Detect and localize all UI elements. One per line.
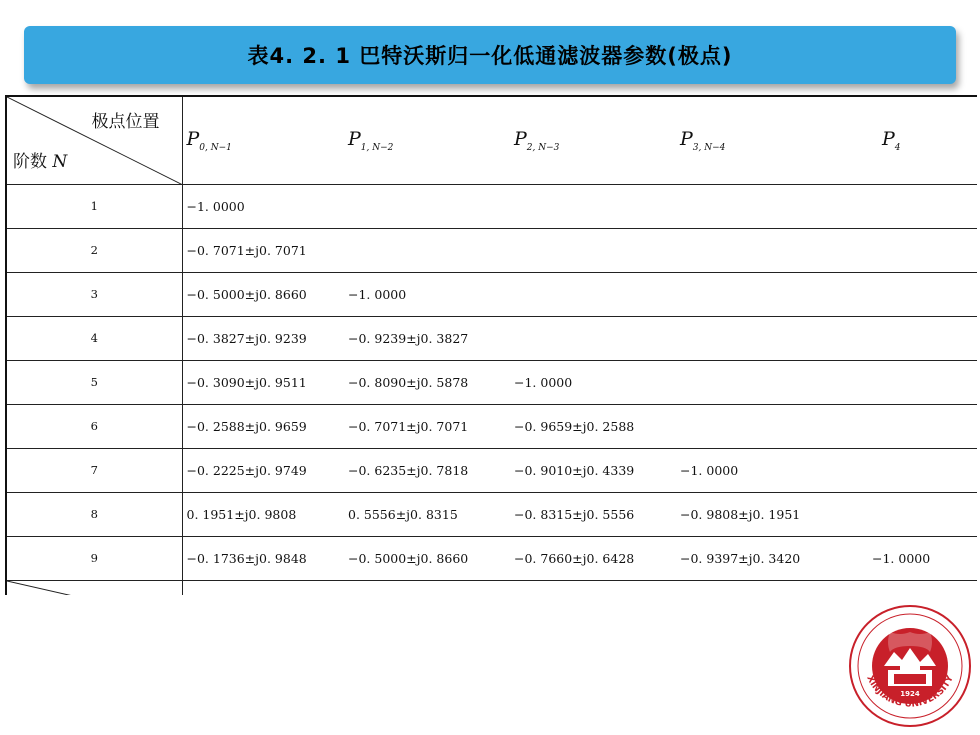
table-row — [6, 404, 977, 448]
pole-cell: −0. 5000±j0. 8660 — [182, 272, 344, 316]
order-cell: 4 — [6, 316, 182, 360]
slide-title-bar — [24, 26, 956, 84]
column-header-p1: $P_{1, N-2}$ — [344, 96, 510, 184]
pole-cell — [676, 316, 842, 360]
empty-cell — [6, 580, 182, 595]
pole-cell — [842, 228, 977, 272]
pole-cell — [676, 404, 842, 448]
order-cell: 2 — [6, 228, 182, 272]
pole-cell — [676, 272, 842, 316]
pole-cell: 0. 1951±j0. 9808 — [182, 492, 344, 536]
pole-cell: −0. 9659±j0. 2588 — [510, 404, 676, 448]
order-cell: 5 — [6, 360, 182, 404]
pole-cell: −0. 3827±j0. 9239 — [182, 316, 344, 360]
table-row — [6, 184, 977, 228]
column-header-p2: $P_{2, N-3}$ — [510, 96, 676, 184]
pole-cell: −0. 9239±j0. 3827 — [344, 316, 510, 360]
pole-cell — [510, 228, 676, 272]
order-cell: 3 — [6, 272, 182, 316]
pole-cell: −0. 7071±j0. 7071 — [344, 404, 510, 448]
pole-cell: −0. 1736±j0. 9848 — [182, 536, 344, 580]
pole-cell: −0. 5000±j0. 8660 — [344, 536, 510, 580]
pole-cell — [842, 404, 977, 448]
pole-cell: −0. 9010±j0. 4339 — [510, 448, 676, 492]
pole-cell — [344, 184, 510, 228]
slide-title: 表4. 2. 1 巴特沃斯归一化低通滤波器参数(极点) — [247, 44, 733, 68]
logo-name: XINJIANG UNIVERSITY — [864, 674, 956, 710]
empty-cell — [676, 580, 842, 595]
pole-cell — [676, 360, 842, 404]
table-row — [6, 360, 977, 404]
empty-cell — [182, 580, 344, 595]
corner-top-label: 极点位置 — [91, 112, 160, 132]
table-header-row — [6, 96, 977, 184]
butterworth-pole-table — [5, 95, 977, 595]
pole-cell — [676, 228, 842, 272]
column-header-p0: $P_{0, N-1}$ — [182, 96, 344, 184]
order-cell: 9 — [6, 536, 182, 580]
empty-cell — [344, 580, 510, 595]
order-cell: 6 — [6, 404, 182, 448]
order-cell: 1 — [6, 184, 182, 228]
logo-year: 1924 — [900, 690, 920, 698]
pole-cell — [510, 184, 676, 228]
pole-cell: −0. 6235±j0. 7818 — [344, 448, 510, 492]
pole-cell: 0. 5556±j0. 8315 — [344, 492, 510, 536]
order-cell: 7 — [6, 448, 182, 492]
pole-cell: −0. 7071±j0. 7071 — [182, 228, 344, 272]
table-row-partial — [6, 580, 977, 595]
pole-cell: −0. 2588±j0. 9659 — [182, 404, 344, 448]
pole-cell: −1. 0000 — [676, 448, 842, 492]
pole-cell: −0. 3090±j0. 9511 — [182, 360, 344, 404]
empty-cell — [842, 580, 977, 595]
pole-cell: −0. 9808±j0. 1951 — [676, 492, 842, 536]
order-cell: 8 — [6, 492, 182, 536]
pole-cell: −0. 7660±j0. 6428 — [510, 536, 676, 580]
pole-cell: −1. 0000 — [510, 360, 676, 404]
pole-cell — [842, 360, 977, 404]
pole-cell — [842, 316, 977, 360]
table-row — [6, 536, 977, 580]
corner-bottom-label: 阶数 N — [13, 151, 68, 172]
pole-cell: −0. 9397±j0. 3420 — [676, 536, 842, 580]
pole-cell — [344, 228, 510, 272]
table-row — [6, 448, 977, 492]
xinjiang-university-logo — [848, 604, 972, 728]
pole-cell — [842, 492, 977, 536]
pole-cell — [510, 272, 676, 316]
pole-cell — [510, 316, 676, 360]
table-row — [6, 272, 977, 316]
pole-cell — [676, 184, 842, 228]
pole-cell: −0. 8090±j0. 5878 — [344, 360, 510, 404]
pole-cell: −0. 8315±j0. 5556 — [510, 492, 676, 536]
column-header-p3: $P_{3, N-4}$ — [676, 96, 842, 184]
pole-cell — [842, 272, 977, 316]
pole-cell: −1. 0000 — [182, 184, 344, 228]
pole-cell: −1. 0000 — [842, 536, 977, 580]
pole-cell — [842, 184, 977, 228]
pole-cell: −0. 2225±j0. 9749 — [182, 448, 344, 492]
column-header-p4: $P_4$ — [842, 96, 977, 184]
empty-cell — [510, 580, 676, 595]
pole-table-container — [5, 95, 977, 595]
pole-cell — [842, 448, 977, 492]
corner-cell — [6, 96, 182, 184]
table-row — [6, 228, 977, 272]
table-row — [6, 492, 977, 536]
table-row — [6, 316, 977, 360]
pole-cell: −1. 0000 — [344, 272, 510, 316]
